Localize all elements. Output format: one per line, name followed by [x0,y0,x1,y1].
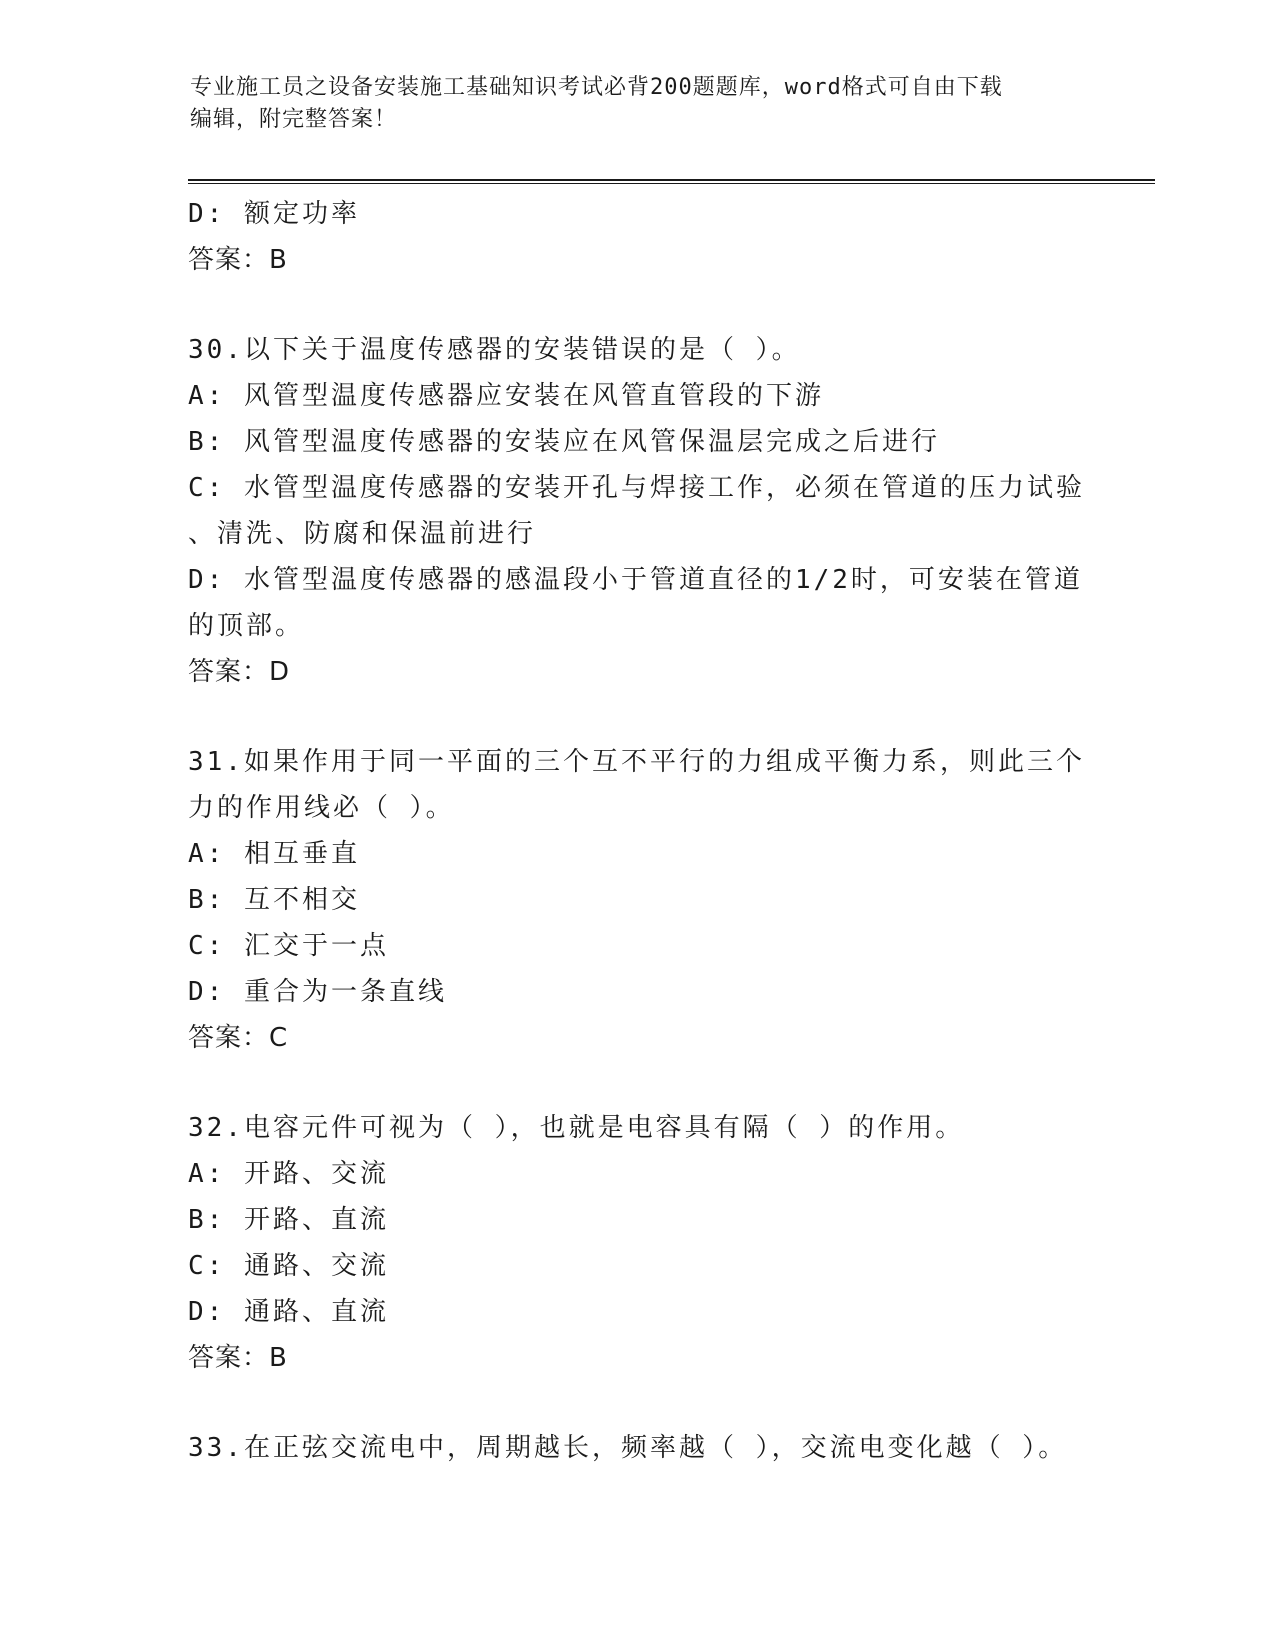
question-block-33 [188,1425,1088,1471]
option-b: B: 开路、直流 [188,1205,389,1235]
option-a: A: 风管型温度传感器应安装在风管直管段的下游 [188,381,824,411]
question-block-32 [188,1105,1088,1381]
answer-line: 答案：B [188,1343,288,1373]
answer-line: 答案：C [188,1023,289,1053]
document-header [190,72,1090,136]
question-spacer [188,1381,1088,1425]
option-c-continued: 、清洗、防腐和保温前进行 [188,519,537,549]
question-block-30 [188,327,1088,695]
document-body [188,191,1088,1471]
option-c: C: 汇交于一点 [188,931,389,961]
question-spacer [188,695,1088,739]
option-b: B: 互不相交 [188,885,360,915]
header-title-line-2: 编辑，附完整答案！ [190,107,398,132]
answer-line: 答案：D [188,657,291,687]
option-b: B: 风管型温度传感器的安装应在风管保温层完成之后进行 [188,427,940,457]
question-stem-continued: 力的作用线必（ ）。 [188,793,455,823]
option-a: A: 相互垂直 [188,839,360,869]
question-spacer [188,1061,1088,1105]
question-block-31 [188,739,1088,1061]
question-stem: 33.在正弦交流电中，周期越长，频率越（ ），交流电变化越（ ）。 [188,1433,1068,1463]
header-title-line-1: 专业施工员之设备安装施工基础知识考试必背200题题库，word格式可自由下载 [190,75,1003,100]
option-c: C: 通路、交流 [188,1251,389,1281]
header-divider-thin [188,183,1155,184]
option-d: D: 额定功率 [188,199,360,229]
option-a: A: 开路、交流 [188,1159,389,1189]
question-spacer [188,283,1088,327]
question-stem: 32.电容元件可视为（ ），也就是电容具有隔（ ）的作用。 [188,1113,965,1143]
option-d: D: 重合为一条直线 [188,977,447,1007]
option-c: C: 水管型温度传感器的安装开孔与焊接工作，必须在管道的压力试验 [188,473,1085,503]
option-d-continued: 的顶部。 [188,611,305,641]
question-stem: 31.如果作用于同一平面的三个互不平行的力组成平衡力系，则此三个 [188,747,1085,777]
question-stem: 30.以下关于温度传感器的安装错误的是（ ）。 [188,335,801,365]
answer-line: 答案：B [188,245,288,275]
option-d: D: 水管型温度传感器的感温段小于管道直径的1/2时，可安装在管道 [188,565,1083,595]
option-d: D: 通路、直流 [188,1297,389,1327]
header-divider-thick [188,179,1155,181]
